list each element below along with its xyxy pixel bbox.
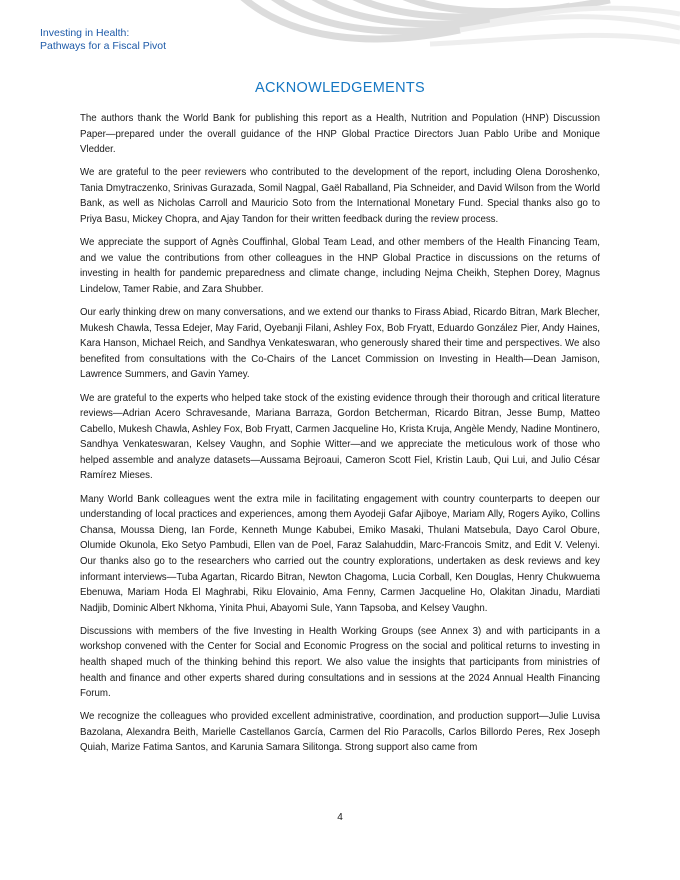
report-header-line2: Pathways for a Fiscal Pivot [40,40,167,52]
paragraph: Many World Bank colleagues went the extra mile in facilitating engagement with country counterparts to deepen our understanding of local practices and experiences, among them Ayodeji Gafar Ajiboye, Mariam Ally, Rogers Ayiko, Collins Chansa, Moussa Dieng, Ian Forde, Kenneth Munge Kabubei, Emiko Masaki, Thulani Matsebula, Dayo Carol Obure, Olumide Okunola, Eko Setyo Pambudi, Ellen van de Poel, Faraz Salahuddin, Marc-Francois Smitz, and Edit V. Velenyi. Our thanks also go to the researchers who carried out the country explorations, undertaken as desk reviews and key informant interviews—Tuba Agartan, Ricardo Bitran, Newton Chagoma, Lucia Corball, Ken Douglas, Henry Chukwuema Ebenuwa, Mariam Hoda El Maghrabi, Riku Elovainio, Ama Fenny, Carmen Jacqueline Ho, Olakitan Jinadu, Mardiati Nadjib, Dominic Albert Nkhoma, Yinita Phui, Abayomi Sule, Yann Tapsoba, and Kelsey Vaughn. [80,493,600,614]
paragraph: Our early thinking drew on many conversations, and we extend our thanks to Firass Abiad, Ricardo Bitran, Mark Blecher, Mukesh Chawla, Tessa Edejer, May Farid, Oyebanji Filani, Ashley Fox, Bob Fryatt, Eduardo González Pier, Andy Haines, Kara Hanson, Michael Reich, and Sandhya Venkateswaran, who generously shared their time and perspectives. We also benefited from consultations with the Co-Chairs of the Lancet Commission on Investing in Health—Dean Jamison, Lawrence Summers, and Gavin Yamey. [80,307,600,381]
report-header [40,27,166,53]
paragraph: The authors thank the World Bank for publishing this report as a Health, Nutrition and Population (HNP) Discussion Paper—prepared under the overall guidance of the HNP Global Practice Directors Juan Pablo Uribe and Monique Vledder. [80,113,600,156]
acknowledgements-body [80,111,600,764]
paragraph: We are grateful to the experts who helped take stock of the existing evidence through their thorough and critical literature reviews—Adrian Acero Schravesande, Mariana Barraza, Gordon Betcherman, Ricardo Bitran, Jesse Bump, Matteo Cabello, Mukesh Chawla, Ashley Fox, Bob Fryatt, Carmen Jacqueline Ho, Krista Kruja, Angèle Mendy, Nadine Montinero, Sandhya Venkateswaran, Kelsey Vaughn, and Sophie Witter—and we appreciate the meticulous work of those who helped assemble and analyze datasets—Aussama Bejroaui, Cameron Scott Fiel, Kristin Laub, Qui Lui, and Julio César Ramírez Mieses. [80,392,600,482]
paragraph: Discussions with members of the five Investing in Health Working Groups (see Annex 3) and with participants in a workshop convened with the Center for Social and Economic Progress on the social and political returns to investing in health shaped much of the thinking behind this report. We also value the insights that participants from ministries of health and finance and other experts shared during consultations and in sessions at the 2024 Annual Health Financing Forum. [80,625,600,700]
page-number: 4 [337,812,343,823]
header-swirl-decoration [230,0,680,60]
paragraph: We appreciate the support of Agnès Couffinhal, Global Team Lead, and other members of the Health Financing Team, and we value the contributions from other colleagues in the HNP Global Practice in discussions on the returns of investing in health for pandemic preparedness and climate change, including Nejma Cheikh, Stephen Dorey, Magnus Lindelow, Tamer Rabie, and Zara Shubber. [80,237,600,295]
paragraph: We recognize the colleagues who provided excellent administrative, coordination, and production support—Julie Luvisa Bazolana, Alexandra Beith, Marielle Castellanos García, Carmen del Rio Paracolls, Carlos Billordo Peres, Rex Joseph Quiah, Marize Fatima Santos, and Karunia Samara Silitonga. Strong support also came from [80,711,600,754]
page-title: ACKNOWLEDGEMENTS [255,80,425,96]
paragraph: We are grateful to the peer reviewers who contributed to the development of the report, including Olena Doroshenko, Tania Dmytraczenko, Srinivas Gurazada, Somil Nagpal, Gaël Raballand, Pia Schneider, and David Wilson from the World Bank, as well as Nicholas Carroll and Mauricio Soto from the International Monetary Fund. Special thanks also go to Priya Basu, Mickey Chopra, and Ajay Tandon for their written feedback during the review process. [80,167,600,226]
report-header-line1: Investing in Health: [40,27,130,39]
